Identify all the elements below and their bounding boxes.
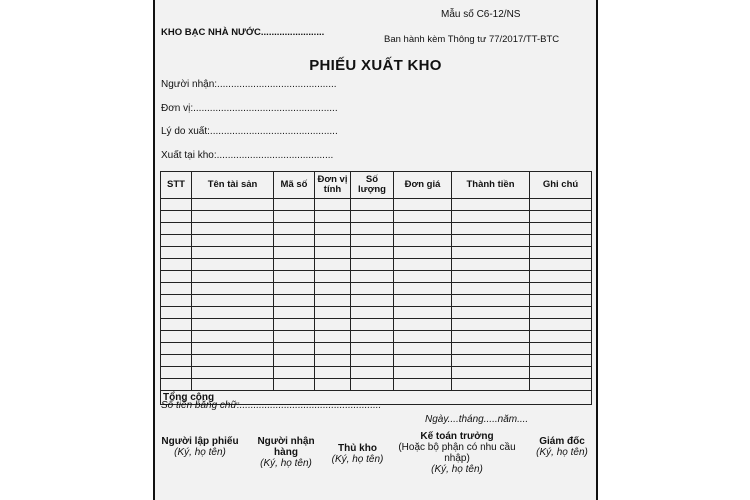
- signature-note: (Ký, họ tên): [174, 447, 226, 458]
- signature-role: Giám đốc: [539, 436, 585, 447]
- table-cell: [530, 355, 592, 367]
- table-cell: [530, 307, 592, 319]
- table-cell: [315, 355, 351, 367]
- table-header-row: [161, 172, 592, 199]
- table-cell: [315, 223, 351, 235]
- warehouse-field: Xuất tại kho:..........................................: [161, 150, 334, 161]
- column-header: Số lượng: [351, 172, 394, 199]
- column-header: Đơn giá: [394, 172, 452, 199]
- table-cell: [530, 379, 592, 391]
- table-cell: [192, 223, 274, 235]
- table-cell: [351, 259, 394, 271]
- table-cell: [394, 283, 452, 295]
- table-cell: [192, 319, 274, 331]
- table-cell: [452, 331, 530, 343]
- signature-director: [531, 436, 593, 458]
- signature-role: Kế toán trưởng: [420, 431, 494, 442]
- table-cell: [274, 211, 315, 223]
- table-cell: [452, 355, 530, 367]
- table-cell: [161, 259, 192, 271]
- table-row: [161, 343, 592, 355]
- table-cell: [530, 283, 592, 295]
- table-cell: [161, 319, 192, 331]
- agency-name: KHO BẠC NHÀ NƯỚC........................: [161, 27, 325, 38]
- table-cell: [452, 343, 530, 355]
- table-cell: [394, 355, 452, 367]
- table-cell: [161, 271, 192, 283]
- table-cell: [274, 199, 315, 211]
- signature-note: (Ký, họ tên): [536, 447, 588, 458]
- table-row: [161, 259, 592, 271]
- table-cell: [452, 235, 530, 247]
- table-cell: [351, 367, 394, 379]
- signature-storekeeper: [325, 443, 390, 465]
- table-cell: [351, 307, 394, 319]
- table-cell: [452, 379, 530, 391]
- table-cell: [351, 271, 394, 283]
- table-cell: [192, 307, 274, 319]
- table-cell: [315, 247, 351, 259]
- table-cell: [274, 283, 315, 295]
- signature-preparer: [161, 436, 239, 458]
- table-cell: [394, 367, 452, 379]
- table-cell: [315, 331, 351, 343]
- table-cell: [315, 367, 351, 379]
- signature-role: Thủ kho: [338, 443, 377, 454]
- table-row: [161, 295, 592, 307]
- column-header: Đơn vị tính: [315, 172, 351, 199]
- table-cell: [192, 355, 274, 367]
- table-cell: [161, 355, 192, 367]
- table-cell: [394, 379, 452, 391]
- table-cell: [192, 235, 274, 247]
- table-cell: [161, 295, 192, 307]
- table-cell: [315, 283, 351, 295]
- signature-role: Người lập phiếu: [161, 436, 239, 447]
- table-row: [161, 223, 592, 235]
- table-cell: [161, 307, 192, 319]
- table-cell: [315, 235, 351, 247]
- table-cell: [315, 343, 351, 355]
- signature-chief-accountant: [392, 431, 522, 475]
- table-cell: [161, 199, 192, 211]
- signature-note: (Ký, họ tên): [331, 454, 384, 465]
- table-row: [161, 211, 592, 223]
- table-cell: [530, 259, 592, 271]
- recipient-field: Người nhận:...........................................: [161, 79, 337, 90]
- table-cell: [192, 367, 274, 379]
- document-title: PHIẾU XUẤT KHO: [309, 57, 442, 74]
- table-cell: [394, 295, 452, 307]
- table-cell: [192, 379, 274, 391]
- table-cell: [530, 223, 592, 235]
- table-cell: [351, 223, 394, 235]
- column-header: Tên tài sản: [192, 172, 274, 199]
- table-cell: [192, 271, 274, 283]
- table-cell: [394, 319, 452, 331]
- table-cell: [394, 271, 452, 283]
- table-row: [161, 199, 592, 211]
- items-table: [160, 171, 592, 405]
- table-row: [161, 367, 592, 379]
- table-cell: [192, 331, 274, 343]
- table-cell: [452, 295, 530, 307]
- table-cell: [315, 271, 351, 283]
- total-label: Tổng cộng: [161, 391, 592, 405]
- table-cell: [192, 283, 274, 295]
- table-cell: [274, 355, 315, 367]
- table-row: [161, 283, 592, 295]
- table-row: [161, 271, 592, 283]
- table-cell: [161, 343, 192, 355]
- table-cell: [530, 343, 592, 355]
- table-cell: [351, 247, 394, 259]
- table-row: [161, 307, 592, 319]
- date-line: Ngày....tháng.....năm....: [425, 414, 529, 425]
- table-cell: [530, 247, 592, 259]
- table-cell: [192, 247, 274, 259]
- table-cell: [530, 319, 592, 331]
- table-cell: [315, 319, 351, 331]
- table-cell: [452, 259, 530, 271]
- table-row: [161, 247, 592, 259]
- column-header: Ghi chú: [530, 172, 592, 199]
- table-cell: [351, 283, 394, 295]
- table-cell: [351, 211, 394, 223]
- table-cell: [452, 319, 530, 331]
- table-cell: [394, 199, 452, 211]
- table-cell: [394, 331, 452, 343]
- table-cell: [192, 211, 274, 223]
- table-row: [161, 379, 592, 391]
- table-cell: [161, 283, 192, 295]
- table-row: [161, 235, 592, 247]
- table-cell: [351, 319, 394, 331]
- signature-note: (Ký, họ tên): [431, 464, 483, 475]
- table-cell: [351, 343, 394, 355]
- table-cell: [161, 235, 192, 247]
- table-cell: [192, 343, 274, 355]
- table-cell: [274, 235, 315, 247]
- table-cell: [274, 223, 315, 235]
- table-cell: [530, 295, 592, 307]
- table-cell: [530, 331, 592, 343]
- table-cell: [351, 355, 394, 367]
- table-cell: [192, 199, 274, 211]
- table-cell: [315, 199, 351, 211]
- signature-receiver: [247, 436, 325, 469]
- table-cell: [394, 223, 452, 235]
- table-cell: [274, 343, 315, 355]
- table-cell: [274, 295, 315, 307]
- table-cell: [274, 247, 315, 259]
- table-cell: [315, 307, 351, 319]
- table-cell: [274, 271, 315, 283]
- table-cell: [452, 271, 530, 283]
- table-cell: [530, 367, 592, 379]
- table-cell: [315, 211, 351, 223]
- table-cell: [394, 211, 452, 223]
- table-cell: [315, 379, 351, 391]
- circular-reference: Ban hành kèm Thông tư 77/2017/TT-BTC: [384, 34, 560, 45]
- table-cell: [530, 235, 592, 247]
- table-cell: [530, 211, 592, 223]
- table-cell: [452, 211, 530, 223]
- table-cell: [274, 379, 315, 391]
- column-header: STT: [161, 172, 192, 199]
- table-cell: [274, 319, 315, 331]
- column-header: Mã số: [274, 172, 315, 199]
- table-cell: [530, 199, 592, 211]
- table-cell: [161, 247, 192, 259]
- table-cell: [274, 331, 315, 343]
- table-row: [161, 355, 592, 367]
- table-cell: [394, 343, 452, 355]
- table-cell: [274, 307, 315, 319]
- table-cell: [274, 367, 315, 379]
- table-cell: [351, 379, 394, 391]
- table-cell: [161, 379, 192, 391]
- table-cell: [161, 211, 192, 223]
- table-cell: [315, 259, 351, 271]
- table-cell: [351, 331, 394, 343]
- table-body: [161, 199, 592, 405]
- table-cell: [452, 223, 530, 235]
- signature-role: Người nhận hàng: [257, 436, 315, 458]
- unit-field: Đơn vị:....................................................: [161, 103, 338, 114]
- table-cell: [192, 259, 274, 271]
- column-header: Thành tiền: [452, 172, 530, 199]
- amount-in-words: Số tiền bằng chữ:...................................................: [161, 400, 382, 411]
- form-code: Mẫu số C6-12/NS: [441, 9, 521, 20]
- signature-extra: (Hoặc bộ phận có nhu cầu nhập): [398, 442, 516, 464]
- reason-field: Lý do xuất:..............................................: [161, 126, 338, 137]
- table-cell: [351, 235, 394, 247]
- table-row: [161, 331, 592, 343]
- table-cell: [351, 199, 394, 211]
- table-cell: [394, 235, 452, 247]
- table-cell: [394, 247, 452, 259]
- table-cell: [161, 367, 192, 379]
- table-cell: [274, 259, 315, 271]
- table-cell: [315, 295, 351, 307]
- table-cell: [161, 331, 192, 343]
- table-cell: [452, 199, 530, 211]
- table-cell: [452, 283, 530, 295]
- signature-note: (Ký, họ tên): [260, 458, 312, 469]
- table-cell: [452, 367, 530, 379]
- document-page: [153, 0, 598, 500]
- table-cell: [351, 295, 394, 307]
- table-cell: [530, 271, 592, 283]
- table-cell: [394, 259, 452, 271]
- table-row: [161, 319, 592, 331]
- table-cell: [192, 295, 274, 307]
- table-cell: [452, 307, 530, 319]
- table-cell: [394, 307, 452, 319]
- table-cell: [161, 223, 192, 235]
- table-cell: [452, 247, 530, 259]
